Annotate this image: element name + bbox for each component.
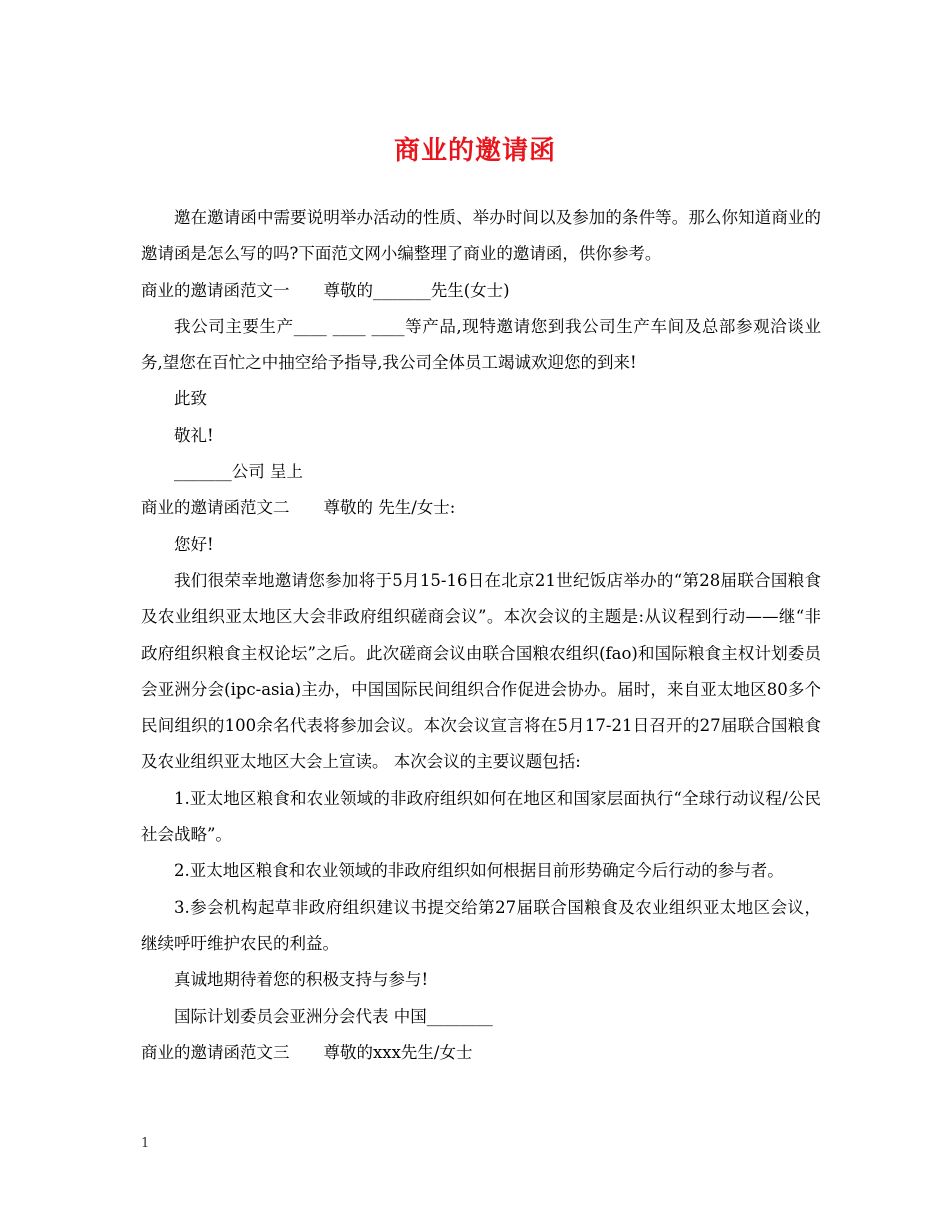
sample2-item-3: 3.参会机构起草非政府组织建议书提交给第27届联合国粮食及农业组织亚太地区会议，继续呼吁维护农民的利益。 bbox=[141, 897, 821, 953]
sample1-closing-1: 此致 bbox=[174, 389, 207, 409]
sample2-body: 我们很荣幸地邀请您参加将于5月15-16日在北京21世纪饭店举办的“第28届联合国粮食及农业组织亚太地区大会非政府组织磋商会议”。本次会议的主题是:从议程到行动——继“非政府组织粮食主权论坛”之后。此次磋商会议由联合国粮农组织(fao)和国际粮食主权计划委员会亚洲分会(ipc-asia)主办，中国国际民间组织合作促进会协办。届时，来自亚太地区80多个民间组织的100余名代表将参加会议。本次会议宣言将在5月17-21日召开的27届联合国粮食及农业组织亚太地区大会上宣读。 本次会议的主要议题包括: bbox=[141, 570, 821, 772]
sample1-heading-line bbox=[141, 273, 821, 309]
document-title: 商业的邀请函 bbox=[393, 136, 556, 166]
sample2-item-2: 2.亚太地区粮食和农业领域的非政府组织如何根据目前形势确定今后行动的参与者。 bbox=[174, 861, 784, 881]
intro-paragraph: 邀在邀请函中需要说明举办活动的性质、举办时间以及参加的条件等。那么你知道商业的邀请函是怎么写的吗?下面范文网小编整理了商业的邀请函，供你参考。 bbox=[141, 208, 821, 264]
sample2-heading: 商业的邀请函范文二 bbox=[141, 498, 290, 518]
sample1-salutation: 尊敬的_______先生(女士) bbox=[323, 280, 510, 300]
sample2-greeting: 您好! bbox=[174, 534, 214, 554]
sample2-item-1: 1.亚太地区粮食和农业领域的非政府组织如何在地区和国家层面执行“全球行动议程/公民社会战略”。 bbox=[141, 788, 821, 845]
document-body bbox=[141, 200, 821, 1071]
sample2-closing: 真诚地期待着您的积极支持与参与! bbox=[174, 970, 429, 990]
sample2-salutation: 尊敬的 先生/女士: bbox=[323, 498, 456, 518]
sample1-signature: _______公司 呈上 bbox=[174, 462, 303, 482]
sample3-salutation: 尊敬的xxx先生/女士 bbox=[323, 1042, 473, 1062]
sample1-heading: 商业的邀请函范文一 bbox=[141, 280, 290, 300]
sample2-heading-line bbox=[141, 490, 821, 526]
sample1-closing-2: 敬礼! bbox=[174, 425, 214, 445]
sample3-heading: 商业的邀请函范文三 bbox=[141, 1042, 290, 1062]
page-number: 1 bbox=[141, 1136, 150, 1151]
sample3-heading-line bbox=[141, 1035, 821, 1071]
sample1-body: 我公司主要生产____ ____ ____等产品,现特邀请您到我公司生产车间及总部参观洽谈业务,望您在百忙之中抽空给予指导,我公司全体员工竭诚欢迎您的到来! bbox=[141, 316, 821, 373]
sample2-signature: 国际计划委员会亚洲分会代表 中国________ bbox=[174, 1006, 493, 1026]
